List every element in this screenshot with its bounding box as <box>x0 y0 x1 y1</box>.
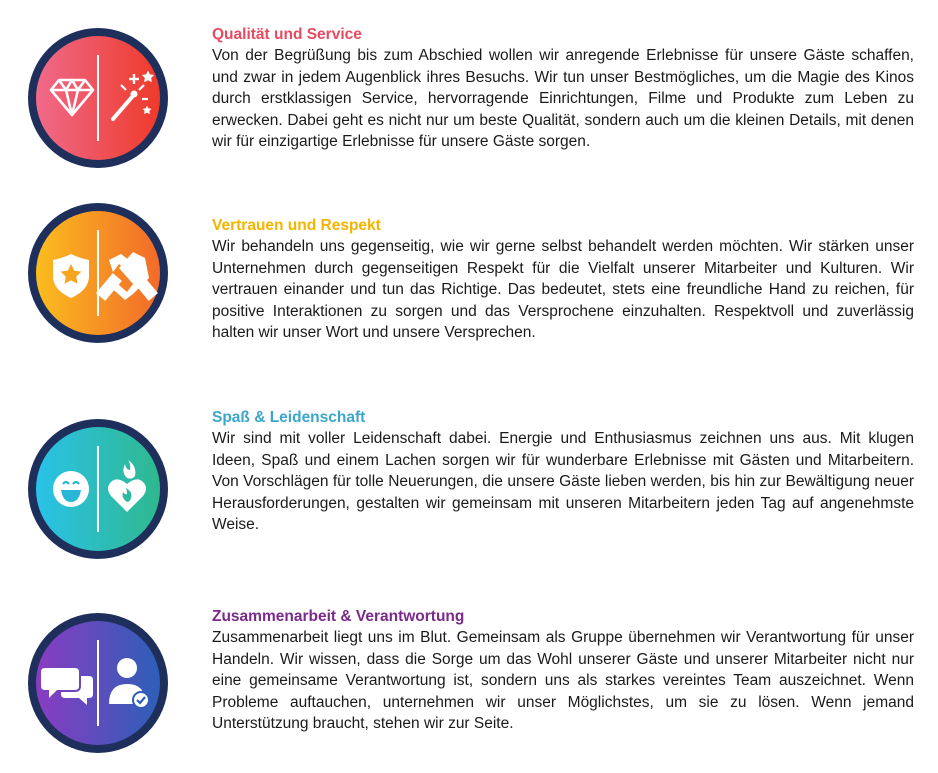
value-description: Zusammenarbeit liegt uns im Blut. Gemeinsam als Gruppe übernehmen wir Verantwortung für unser Handeln. Wir wissen, dass die Sorge um das Wohl unserer Gäste und unserer Mitarbeiter nicht nur eine gemeinsame Verantwortung ist, sondern uns als starkes vereintes Team auszeichnet. Wenn Probleme auftauchen, unternehmen wir unser Möglichstes, um sie zu lösen. Wenn jemand Unterstützung braucht, stehen wir zur Seite. <box>212 629 914 733</box>
badge-collaboration-responsibility <box>27 612 169 754</box>
value-text-block <box>212 408 914 536</box>
value-title: Spaß & Leidenschaft <box>212 409 366 426</box>
value-description: Von der Begrüßung bis zum Abschied wollen wir anregende Erlebnisse für unsere Gäste schaffen, und zwar in jedem Augenblick ihres Besuchs. Wir tun unser Bestmögliches, um die Magie des Kinos durch erstklassigen Service, hervorragende Einrichtungen, Filme und Produkte zum Leben zu erwecken. Dabei geht es nicht nur um beste Qualität, sondern auch um die kleinen Details, mit denen wir für einzigartige Erlebnisse für unsere Gäste sorgen. <box>212 47 914 151</box>
value-title: Qualität und Service <box>212 26 362 43</box>
value-description: Wir sind mit voller Leidenschaft dabei. Energie und Enthusiasmus zeichnen uns aus. Mit klugen Ideen, Spaß und einem Lachen sorgen wir für wunderbare Erlebnisse mit Gästen und Mitarbeitern. Von Vorschlägen für tolle Neuerungen, die unsere Gäste lieben werden, bis hin zur Bewältigung neuer Herausforderungen, gestalten wir gemeinsam mit unseren Mitarbeitern jeden Tag auf angenehmste Weise. <box>212 430 914 534</box>
value-text-block <box>212 216 914 344</box>
value-description: Wir behandeln uns gegenseitig, wie wir gerne selbst behandelt werden möchten. Wir stärken unser Unternehmen durch gegenseitigen Respekt für die Vielfalt unserer Mitarbeiter und Kulturen. Wir vertrauen einander und tun das Richtige. Das bedeutet, stets eine freundliche Hand zu reichen, für positive Interaktionen zu sorgen und das Versprochene einzuhalten. Respektvoll und zuverlässig halten wir unser Wort und unsere Versprechen. <box>212 238 914 342</box>
badge-fun-passion <box>27 418 169 560</box>
smiley-icon <box>53 471 89 507</box>
value-text-block <box>212 607 914 735</box>
badge-trust-respect <box>27 202 169 344</box>
value-title: Vertrauen und Respekt <box>212 217 381 234</box>
value-title: Zusammenarbeit & Verantwortung <box>212 608 465 625</box>
badge-quality-service <box>27 27 169 169</box>
value-text-block <box>212 25 914 153</box>
